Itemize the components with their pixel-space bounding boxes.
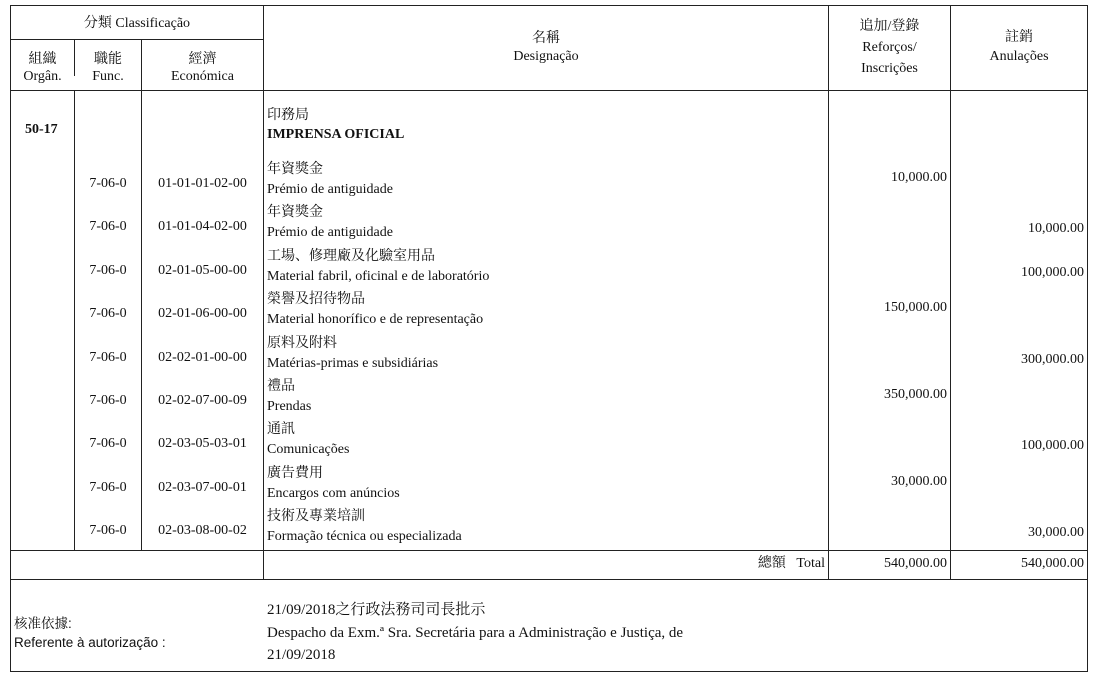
row-func-code: 7-06-0 xyxy=(89,350,127,365)
row-econ-code: 02-03-07-00-01 xyxy=(158,480,247,495)
row-designation-pt: Prémio de antiguidade xyxy=(267,225,393,240)
row-designation-pt: Comunicações xyxy=(267,442,350,457)
row-func-code: 7-06-0 xyxy=(89,219,127,234)
row-annulments: 300,000.00 xyxy=(1021,352,1084,367)
total-label-pt: Total xyxy=(796,556,825,571)
authorization-section xyxy=(10,579,1088,672)
row-econ-code: 01-01-04-02-00 xyxy=(158,219,247,234)
row-econ-code: 01-01-01-02-00 xyxy=(158,176,247,191)
organ-header-pt: Orgân. xyxy=(23,69,62,84)
divider xyxy=(828,6,829,579)
row-func-code: 7-06-0 xyxy=(89,523,127,538)
additions-header-pt1: Reforços/ xyxy=(862,40,917,55)
row-designation-pt: Material honorífico e de representação xyxy=(267,312,484,327)
row-designation-zh: 年資獎金 xyxy=(267,162,323,177)
row-designation-zh: 技術及專業培訓 xyxy=(267,509,365,524)
divider xyxy=(11,550,1087,551)
designation-header-zh: 名稱 xyxy=(532,31,560,46)
divider xyxy=(11,39,263,40)
additions-header-pt2: Inscrições xyxy=(861,61,918,76)
row-annulments: 30,000.00 xyxy=(1028,525,1084,540)
divider xyxy=(950,6,951,579)
row-designation-zh: 原料及附料 xyxy=(267,336,337,351)
row-designation-zh: 年資獎金 xyxy=(267,205,323,220)
total-annulments: 540,000.00 xyxy=(1021,556,1084,571)
divider xyxy=(263,6,264,579)
row-designation-zh: 通訊 xyxy=(267,422,295,437)
authorization-line2: Despacho da Exm.ª Sra. Secretária para a Administração e Justiça, de xyxy=(267,625,684,641)
entity-name-zh: 印務局 xyxy=(267,108,309,123)
row-annulments: 100,000.00 xyxy=(1021,438,1084,453)
row-annulments: 100,000.00 xyxy=(1021,265,1084,280)
authorization-line3: 21/09/2018 xyxy=(267,647,336,663)
entity-code: 50-17 xyxy=(25,122,58,137)
row-designation-zh: 禮品 xyxy=(267,379,295,394)
authorization-label-zh: 核准依據: xyxy=(14,616,72,631)
row-designation-pt: Formação técnica ou especializada xyxy=(267,529,462,544)
row-designation-pt: Matérias-primas e subsidiárias xyxy=(267,356,439,371)
authorization-line1: 21/09/2018之行政法務司司長批示 xyxy=(267,602,486,618)
row-additions: 350,000.00 xyxy=(884,387,947,402)
row-additions: 150,000.00 xyxy=(884,300,947,315)
authorization-label-pt: Referente à autorização : xyxy=(14,635,166,650)
classification-header: 分類 Classificação xyxy=(83,16,191,31)
row-designation-zh: 廣告費用 xyxy=(267,466,323,481)
row-additions: 30,000.00 xyxy=(891,474,947,489)
row-econ-code: 02-01-05-00-00 xyxy=(158,263,247,278)
row-annulments: 10,000.00 xyxy=(1028,221,1084,236)
row-econ-code: 02-03-05-03-01 xyxy=(158,436,247,451)
row-func-code: 7-06-0 xyxy=(89,480,127,495)
row-func-code: 7-06-0 xyxy=(89,263,127,278)
row-additions: 10,000.00 xyxy=(891,170,947,185)
row-func-code: 7-06-0 xyxy=(89,393,127,408)
divider xyxy=(141,39,142,550)
row-func-code: 7-06-0 xyxy=(89,176,127,191)
row-designation-pt: Prendas xyxy=(267,399,312,414)
row-econ-code: 02-02-07-00-09 xyxy=(158,393,247,408)
divider xyxy=(11,90,1087,91)
row-func-code: 7-06-0 xyxy=(89,306,127,321)
designation-header-pt: Designação xyxy=(513,49,579,64)
additions-header-zh: 追加/登錄 xyxy=(859,19,920,34)
econ-header-pt: Económica xyxy=(171,69,234,84)
row-econ-code: 02-03-08-00-02 xyxy=(158,523,247,538)
organ-header-zh: 組織 xyxy=(28,52,57,67)
budget-table-page xyxy=(10,5,1088,674)
row-func-code: 7-06-0 xyxy=(89,436,127,451)
row-designation-zh: 榮譽及招待物品 xyxy=(267,292,365,307)
econ-header-zh: 經濟 xyxy=(188,52,217,67)
total-additions: 540,000.00 xyxy=(884,556,947,571)
func-header-pt: Func. xyxy=(92,69,124,84)
budget-table xyxy=(10,5,1088,580)
func-header-zh: 職能 xyxy=(94,52,122,67)
total-label-zh: 總額 xyxy=(757,556,786,571)
row-econ-code: 02-02-01-00-00 xyxy=(158,350,247,365)
row-designation-pt: Material fabril, oficinal e de laboratório xyxy=(267,269,490,284)
annulments-header-zh: 註銷 xyxy=(1005,30,1033,45)
row-designation-pt: Encargos com anúncios xyxy=(267,486,400,501)
row-designation-pt: Prémio de antiguidade xyxy=(267,182,393,197)
total-label xyxy=(264,555,825,572)
row-designation-zh: 工場、修理廠及化驗室用品 xyxy=(267,249,435,264)
entity-name-pt: IMPRENSA OFICIAL xyxy=(267,127,405,142)
row-econ-code: 02-01-06-00-00 xyxy=(158,306,247,321)
annulments-header-pt: Anulações xyxy=(989,49,1049,64)
